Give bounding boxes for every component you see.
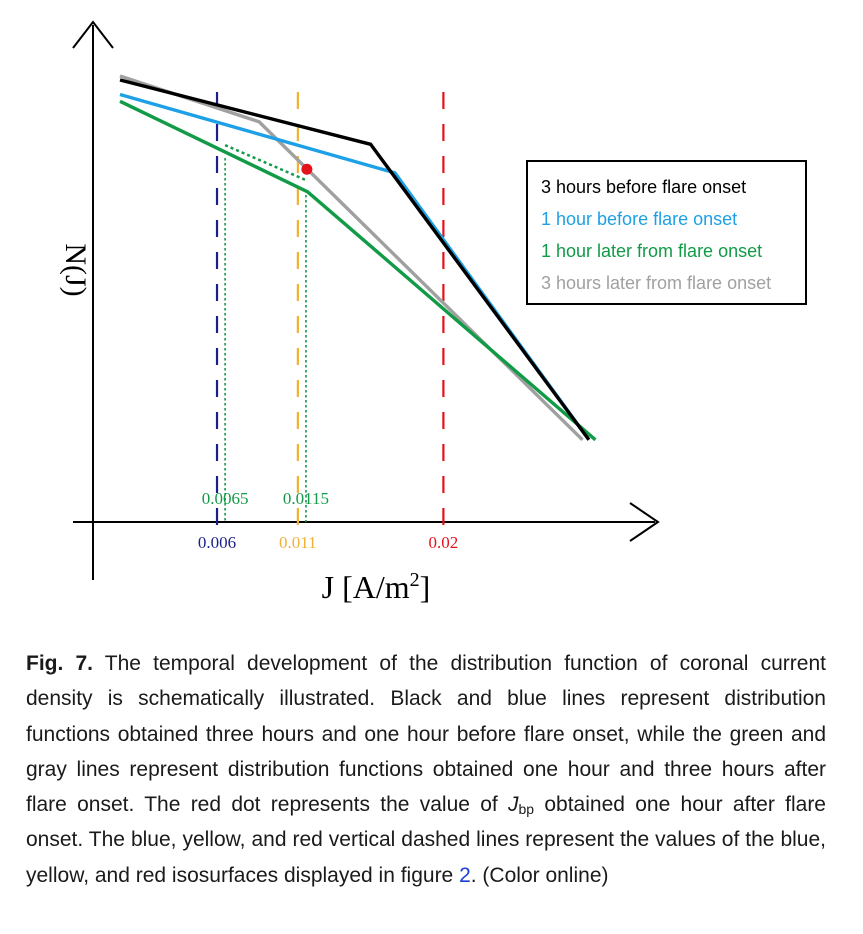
legend-entry-2: 1 hour later from flare onset: [541, 241, 763, 261]
line-labels: [198, 489, 458, 552]
series-line-2: [120, 101, 595, 440]
vline-label-0-0065: 0.0065: [201, 489, 249, 508]
caption-text-2: obtained one hour after flare onset. The blue, yellow, and red vertical dashed lines represent the values of the blue, yellow, and red isosurfaces displayed in figure: [26, 793, 826, 887]
vline-label-0-02: 0.02: [428, 533, 459, 552]
legend: [527, 161, 806, 304]
vline-label-0-006: 0.006: [197, 533, 237, 552]
caption-lead: Fig. 7.: [26, 652, 94, 675]
caption-text-3: . (Color online): [470, 863, 609, 887]
caption-symbol-sub: bp: [518, 801, 535, 818]
figure-caption: [26, 646, 826, 893]
caption-text-1: The temporal development of the distribution function of coronal current density is schematically illustrated. Black and blue lines represent distribution functions obtained three hours and one hour before flare onset, while the green and gray lines represent distribution functions obtained one hour and three hours after flare onset. The red dot represents the value of: [26, 652, 826, 817]
red-dot-jbp: [301, 164, 312, 175]
series-line-1: [120, 95, 589, 440]
x-axis-label: J $[A/m^2]$: [321, 569, 431, 605]
reference-lines: [217, 92, 443, 527]
markers: [301, 164, 312, 175]
vline-label-0-0115: 0.0115: [282, 489, 330, 508]
series-line-3: [120, 76, 583, 440]
x-axis-label-sup: 2: [409, 569, 420, 591]
series-lines: [120, 76, 595, 440]
green-dotted-link: [225, 145, 306, 180]
caption-symbol: J: [508, 793, 519, 817]
vline-label-0-011: 0.011: [279, 533, 317, 552]
figure-ref-link[interactable]: 2: [459, 863, 471, 887]
legend-entry-1: 1 hour before flare onset: [541, 209, 738, 229]
legend-entry-3: 3 hours later from flare onset: [541, 273, 772, 293]
legend-entry-0: 3 hours before flare onset: [541, 177, 747, 197]
y-axis-label: N(J): [59, 243, 92, 297]
